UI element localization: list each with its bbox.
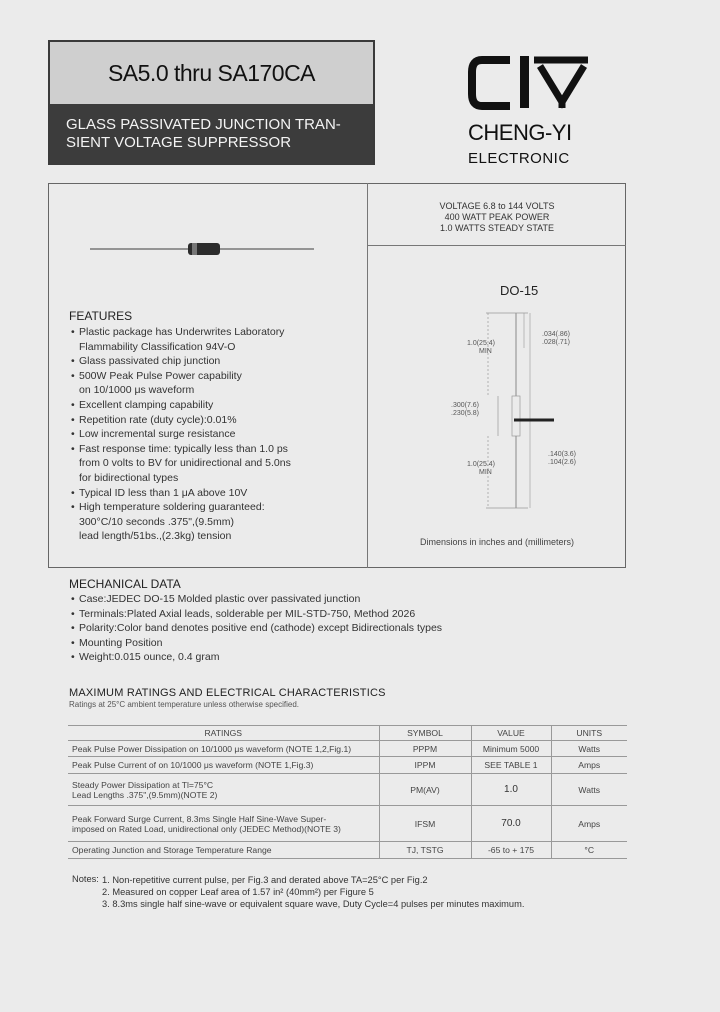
- dim-body-length: .300(7.6) .230(5.8): [451, 402, 480, 417]
- description-banner: [50, 104, 373, 165]
- table-row: Peak Pulse Current of on 10/1000 μs waveform (NOTE 1,Fig.3) IPPM SEE TABLE 1 Amps: [68, 757, 627, 774]
- features-list: [71, 325, 361, 544]
- mechanical-title: MECHANICAL DATA: [69, 577, 181, 591]
- note-1: 1. Non-repetitive current pulse, per Fig.3 and derated above TA=25°C per Fig.2: [102, 875, 428, 885]
- spec-peak-power: 400 WATT PEAK POWER: [444, 212, 550, 222]
- table-header-row: [68, 726, 627, 741]
- table-row: Steady Power Dissipation at Tl=75°C Lead Lengths .375",(9.5mm)(NOTE 2) PM(AV) 1.0 Watts: [68, 774, 627, 806]
- list-item: • Plastic package has Underwrites Laboratory Flammability Classification 94V-O: [71, 325, 361, 354]
- header-value: VALUE: [471, 726, 551, 741]
- list-item: • Mounting Position: [71, 636, 631, 651]
- brand-subtitle: ELECTRONIC: [468, 150, 570, 167]
- frame-divider-horizontal: [367, 245, 626, 246]
- list-item: • Glass passivated chip junction: [71, 354, 361, 369]
- list-item: • Excellent clamping capability: [71, 398, 361, 413]
- features-title: FEATURES: [69, 309, 133, 323]
- list-item: • Repetition rate (duty cycle):0.01%: [71, 413, 361, 428]
- notes-label: Notes:: [72, 874, 99, 884]
- note-3: 3. 8.3ms single half sine-wave or equivalent square wave, Duty Cycle=4 pulses per minutes maximum.: [102, 899, 525, 909]
- spec-voltage: VOLTAGE 6.8 to 144 VOLTS: [439, 201, 555, 211]
- list-item: • 500W Peak Pulse Power capability on 10/1000 μs waveform: [71, 369, 361, 398]
- header-symbol: SYMBOL: [379, 726, 471, 741]
- notes-list: [102, 874, 622, 910]
- table-row: Peak Pulse Power Dissipation on 10/1000 μs waveform (NOTE 1,2,Fig.1) PPPM Minimum 5000 Watts: [68, 741, 627, 757]
- header-units: UNITS: [551, 726, 627, 741]
- spec-summary: [368, 201, 626, 234]
- package-title: DO-15: [500, 283, 539, 298]
- list-item: • Case:JEDEC DO-15 Molded plastic over passivated junction: [71, 592, 631, 607]
- dim-bottom-lead-length: 1.0(25.4) MIN: [467, 461, 496, 476]
- description-line-2: SIENT VOLTAGE SUPPRESSOR: [66, 134, 292, 151]
- dim-top-lead-length: 1.0(25.4) MIN: [467, 340, 496, 355]
- ratings-note: Ratings at 25°C ambient temperature unless otherwise specified.: [69, 700, 299, 709]
- brand-name: CHENG-YI: [468, 120, 572, 145]
- list-item: • Weight:0.015 ounce, 0.4 gram: [71, 650, 631, 665]
- table-row: Operating Junction and Storage Temperature Range TJ, TSTG -65 to + 175 °C: [68, 842, 627, 859]
- part-range-title: SA5.0 thru SA170CA: [107, 59, 316, 86]
- title-block: [48, 40, 375, 165]
- ratings-table: [68, 725, 627, 859]
- diode-illustration-icon: [88, 240, 318, 260]
- frame-divider-vertical: [367, 183, 368, 568]
- dimensions-caption: Dimensions in inches and (millimeters): [420, 537, 575, 547]
- spec-steady-state: 1.0 WATTS STEADY STATE: [439, 223, 555, 233]
- list-item: • Low incremental surge resistance: [71, 427, 361, 442]
- header-ratings: RATINGS: [68, 726, 379, 741]
- ratings-title: MAXIMUM RATINGS AND ELECTRICAL CHARACTERISTICS: [69, 687, 386, 699]
- list-item: • High temperature soldering guaranteed: 300°C/10 seconds .375",(9.5mm) lead length/51bs.,(2.3kg) tension: [71, 500, 361, 544]
- list-item: • Terminals:Plated Axial leads, solderable per MIL-STD-750, Method 2026: [71, 607, 631, 622]
- part-range-banner: [50, 42, 373, 104]
- note-2: 2. Measured on copper Leaf area of 1.57 in² (40mm²) per Figure 5: [102, 887, 374, 897]
- mechanical-list: [71, 592, 631, 665]
- description-line-1: GLASS PASSIVATED JUNCTION TRAN-: [66, 116, 341, 133]
- list-item: • Polarity:Color band denotes positive end (cathode) except Bidirectionals types: [71, 621, 631, 636]
- dim-body-diameter: .140(3.6) .104(2.6): [548, 451, 577, 466]
- table-row: Peak Forward Surge Current, 8.3ms Single Half Sine-Wave Super- imposed on Rated Load, unidirectional only (JEDEC Method)(NOTE 3) IFSM 70.0 Amps: [68, 806, 627, 842]
- dim-lead-diameter: .034(.86) .028(.71): [542, 331, 571, 346]
- list-item: • Fast response time: typically less than 1.0 ps from 0 volts to BV for unidirectional and 5.0ns for bidirectional types: [71, 442, 361, 486]
- list-item: • Typical ID less than 1 μA above 10V: [71, 486, 361, 501]
